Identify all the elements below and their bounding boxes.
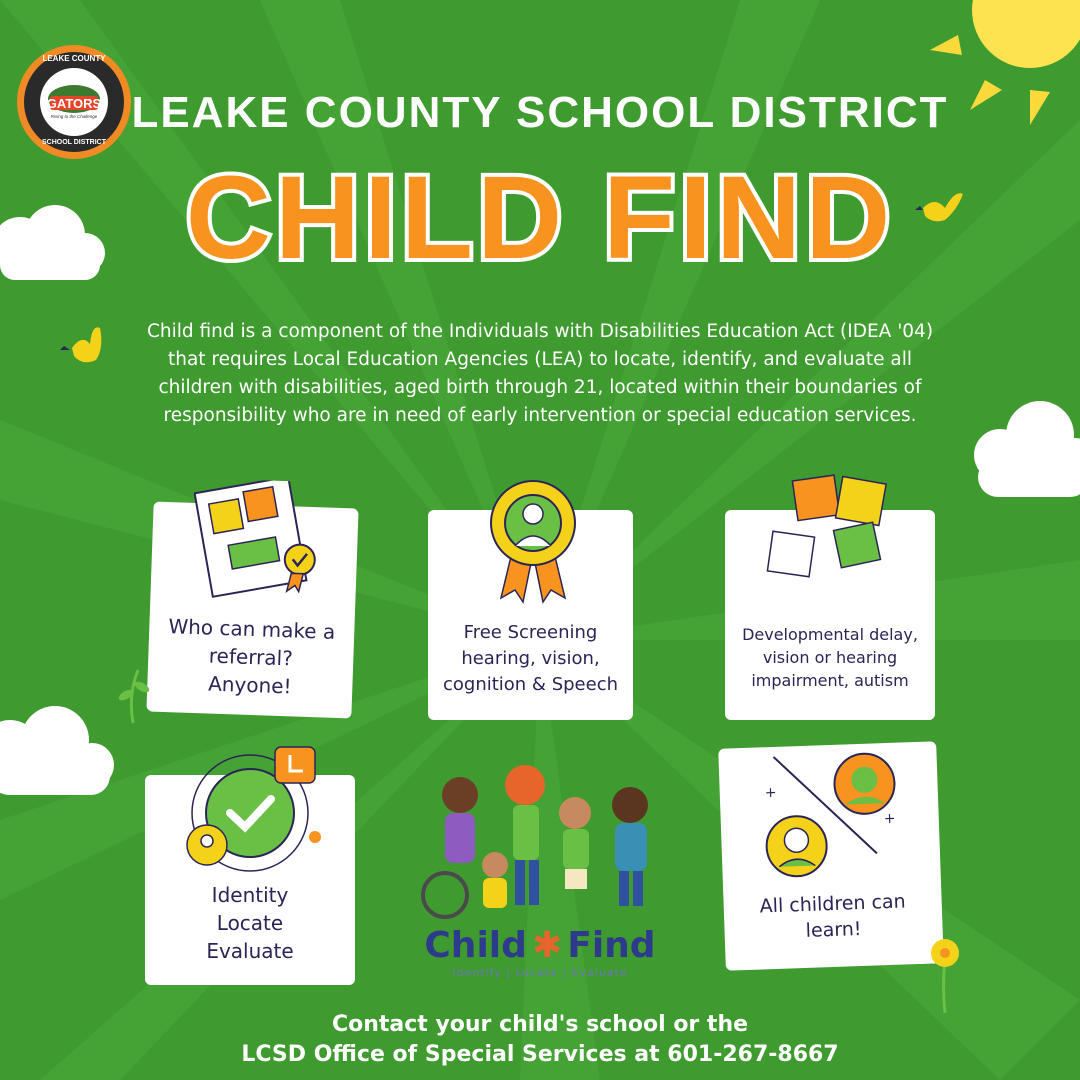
card-referral-line1: Who can make a [168, 614, 336, 644]
childfind-logo-right: Find [567, 925, 656, 966]
leaf-icon [108, 665, 158, 725]
card-steps-line1: Identity [211, 883, 289, 907]
card-screening [428, 510, 633, 720]
childfind-logo-left: Child [424, 925, 527, 966]
card-conditions [725, 510, 935, 720]
card-referral-line2: referral? [208, 643, 294, 671]
card-learn [718, 741, 944, 970]
footer-line1: Contact your child's school or the [331, 1012, 749, 1037]
logo-top-text: LEAKE COUNTY [42, 54, 106, 63]
card-referral-line3: Anyone! [207, 671, 292, 699]
cloud-left-bottom [0, 695, 115, 805]
award-ribbon-icon [483, 478, 583, 608]
card-conditions-line3: impairment, autism [751, 671, 909, 690]
checkmark-target-icon [175, 745, 335, 875]
cloud-right [970, 395, 1080, 505]
card-learn-line2: learn! [805, 917, 862, 942]
logo-tagline: Rising to the Challenge [50, 114, 98, 119]
card-referral [146, 501, 358, 718]
svg-text:+: + [883, 810, 896, 828]
footer-line2: LCSD Office of Special Services at 601-267-8667 [241, 1042, 839, 1067]
card-conditions-line1: Developmental delay, [742, 625, 918, 644]
card-screening-line3: cognition & Speech [442, 674, 618, 695]
card-learn-line1: All children can [759, 890, 907, 918]
card-screening-line2: hearing, vision, [461, 648, 600, 669]
flower-icon [920, 935, 970, 1015]
card-steps-line2: Locate [216, 911, 284, 935]
svg-text:+: + [764, 784, 777, 802]
card-steps-line3: Evaluate [206, 939, 294, 963]
bird-icon-left [60, 320, 115, 375]
students-avatars-icon [753, 742, 908, 887]
card-steps [145, 775, 355, 985]
puzzle-pieces-icon [765, 470, 905, 600]
childfind-logo-sub: Identify | Locate | Evaluate [452, 966, 628, 979]
page-title: CHILD FIND [185, 152, 895, 284]
intro-paragraph: Child find is a component of the Individuals with Disabilities Education Act (IDEA '04) that requires Local Education Agencies (LEA) to locate, identify, and evaluate all children with disabilities, aged birth through 21, located within their boundaries of responsibility who are in need of early intervention or special education services. [146, 321, 934, 426]
childfind-logo [420, 925, 660, 979]
card-screening-line1: Free Screening [463, 622, 598, 643]
district-title: LEAKE COUNTY SCHOOL DISTRICT [131, 88, 949, 137]
logo-name: GATORS [46, 96, 102, 111]
document-award-icon [190, 478, 334, 603]
childfind-person-icon: ✱ [531, 925, 563, 966]
contact-footer [0, 1010, 1080, 1070]
card-conditions-line2: vision or hearing [762, 648, 898, 667]
children-illustration [415, 755, 665, 925]
logo-bottom-text: SCHOOL DISTRICT [41, 139, 107, 146]
